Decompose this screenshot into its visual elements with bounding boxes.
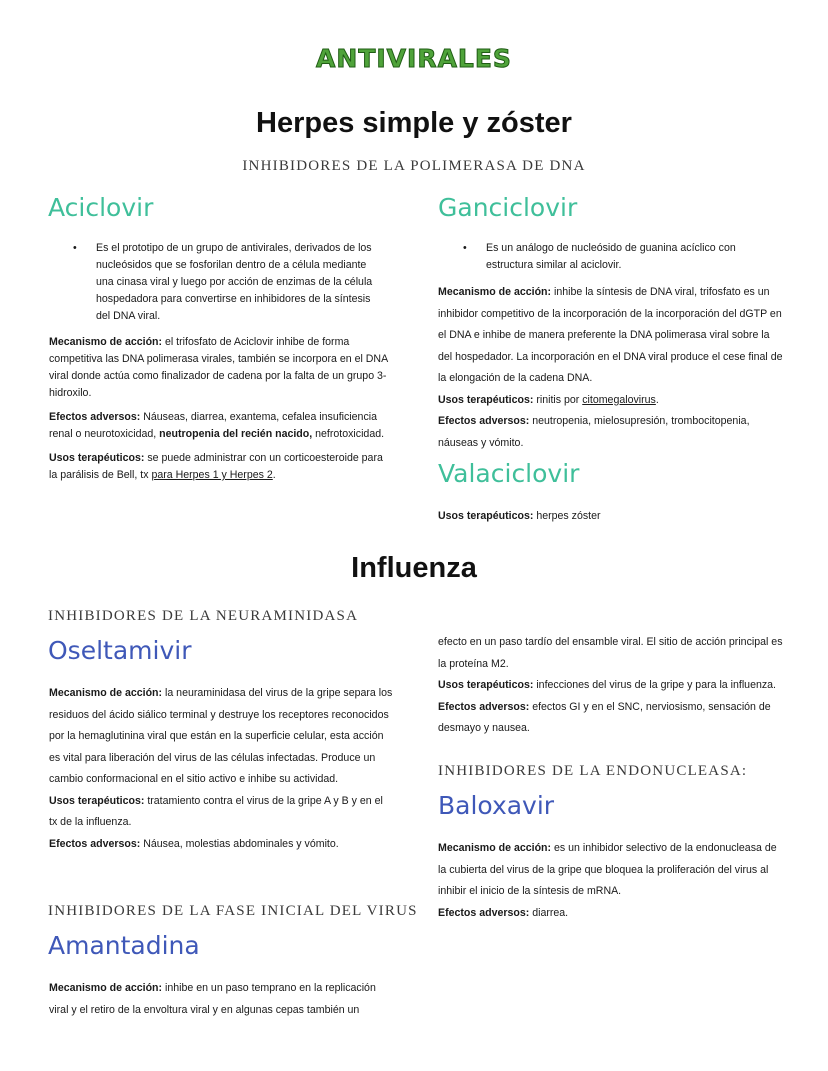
oseltamivir-usos <box>49 791 393 834</box>
influenza-section-title: Influenza <box>351 552 477 584</box>
ganciclovir-heading: Ganciclovir <box>438 193 578 222</box>
usos-label: Usos terapéuticos: <box>49 452 145 464</box>
mecanismo-label: Mecanismo de acción: <box>438 286 552 298</box>
usos-label: Usos terapéuticos: <box>49 794 145 807</box>
document-brand-title: ANTIVIRALES <box>316 44 512 73</box>
aciclovir-bullet-text: Es el prototipo de un grupo de antivirales, derivados de los nucleósidos que se fosforilan dentro de a célula mediante una cinasa viral y luego por acción de enzimas de la célula hospedadora para convertirse en inhibidores de la síntesis del DNA viral. <box>96 242 373 322</box>
efectos-label: Efectos adversos: <box>438 700 530 713</box>
usos-label: Usos terapéuticos: <box>438 510 534 522</box>
herpes-section-title: Herpes simple y zóster <box>256 107 572 139</box>
amantadina-usos <box>438 675 784 697</box>
baloxavir-efectos <box>438 903 784 925</box>
baloxavir-body <box>438 838 784 924</box>
efectos-label: Efectos adversos: <box>438 415 530 427</box>
polimerasa-subtitle: INHIBIDORES DE LA POLIMERASA DE DNA <box>242 158 586 174</box>
efectos-label: Efectos adversos: <box>49 837 141 850</box>
oseltamivir-efectos <box>49 834 393 856</box>
mecanismo-label: Mecanismo de acción: <box>49 687 163 699</box>
ganciclovir-usos <box>438 390 784 412</box>
valaciclovir-usos-text: herpes zóster <box>533 510 601 522</box>
aciclovir-mecanismo <box>49 334 393 402</box>
usos-label: Usos terapéuticos: <box>438 679 534 691</box>
aciclovir-usos-tail: . <box>272 469 276 481</box>
aciclovir-heading: Aciclovir <box>48 193 154 222</box>
valaciclovir-usos <box>438 508 784 525</box>
aciclovir-usos-link[interactable]: para Herpes 1 y Herpes 2 <box>151 469 273 481</box>
amantadina-continuation-text: efecto en un paso tardío del ensamble viral. El sitio de acción principal es la proteína M2. <box>438 636 783 670</box>
ganciclovir-bullet-text: Es un análogo de nucleósido de guanina acíclico con estructura similar al aciclovir. <box>486 242 736 271</box>
baloxavir-efectos-text: diarrea. <box>529 906 569 919</box>
citomegalovirus-link[interactable]: citomegalovirus <box>582 393 656 406</box>
usos-label: Usos terapéuticos: <box>438 393 534 406</box>
fase-inicial-heading: INHIBIDORES DE LA FASE INICIAL DEL VIRUS <box>48 903 418 919</box>
ganciclovir-efectos-text: neutropenia, mielosupresión, trombocitopenia, náuseas y vómito. <box>438 415 750 449</box>
baloxavir-mecanismo-text: es un inhibidor selectivo de la endonucleasa de la cubierta del virus de la gripe que bloquea la proliferación del virus al inhibir el inicio de la síntesis de mRNA. <box>438 842 777 897</box>
aciclovir-efectos-tail: nefrotoxicidad. <box>312 428 385 440</box>
oseltamivir-usos-text: tratamiento contra el virus de la gripe A y B y en el tx de la influenza. <box>49 794 383 828</box>
amantadina-continuation <box>438 632 784 740</box>
amantadina-efectos-text: efectos GI y en el SNC, nerviosismo, sensación de desmayo y nausea. <box>438 700 771 734</box>
oseltamivir-body <box>49 683 393 855</box>
amantadina-mecanismo <box>49 978 393 1021</box>
efectos-label: Efectos adversos: <box>438 906 530 919</box>
ganciclovir-usos-text: rinitis por <box>533 393 583 406</box>
mecanismo-label: Mecanismo de acción: <box>49 982 163 994</box>
amantadina-mecanismo-text: inhibe en un paso temprano en la replicación viral y el retiro de la envoltura viral y en algunas cepas también un <box>49 982 376 1016</box>
oseltamivir-mecanismo-text: la neuraminidasa del virus de la gripe separa los residuos del ácido siálico terminal y destruye los receptores reconocidos por la hemaglutinina viral que están en la superficie celular, esta acción es vital para liberación del virus de las células infectadas. Produce un cambio conformacional en el sitio activo e inhibe su actividad. <box>49 687 393 785</box>
mecanismo-label: Mecanismo de acción: <box>49 336 163 348</box>
bullet-icon: • <box>463 242 467 254</box>
aciclovir-usos <box>49 450 393 484</box>
neuraminidasa-heading: INHIBIDORES DE LA NEURAMINIDASA <box>48 608 359 624</box>
efectos-label: Efectos adversos: <box>49 411 141 423</box>
aciclovir-efectos <box>49 409 393 443</box>
oseltamivir-mecanismo <box>49 683 393 791</box>
ganciclovir-usos-tail: . <box>655 393 659 406</box>
amantadina-efectos <box>438 697 784 740</box>
endonucleasa-heading: INHIBIDORES DE LA ENDONUCLEASA: <box>438 763 748 779</box>
aciclovir-body <box>49 334 393 491</box>
ganciclovir-mecanismo-text: inhibe la síntesis de DNA viral, trifosfato es un inhibidor competitivo de la incorporación de la incorporación del dGTP en el DNA e inhibe de manera preferente la DNA polimerasa viral sobre la del hospedador. La incorporación en el DNA viral produce el cese final de la elongación de la cadena DNA. <box>438 286 783 384</box>
valaciclovir-heading: Valaciclovir <box>438 459 580 488</box>
amantadina-usos-text: infecciones del virus de la gripe y para la influenza. <box>533 679 776 691</box>
mecanismo-label: Mecanismo de acción: <box>438 842 552 854</box>
aciclovir-usos-text: se puede administrar con un corticoesteroide para la parálisis de Bell, tx <box>49 452 383 481</box>
aciclovir-efectos-text: Náuseas, diarrea, exantema, cefalea insuficiencia renal o neurotoxicidad, <box>49 411 377 440</box>
ganciclovir-efectos <box>438 411 784 454</box>
bullet-icon: • <box>73 242 77 254</box>
ganciclovir-mecanismo <box>438 282 784 390</box>
baloxavir-mecanismo <box>438 838 784 903</box>
aciclovir-mecanismo-text: el trifosfato de Aciclovir inhibe de forma competitiva las DNA polimerasa virales, también se incorpora en el DNA viral donde actúa como finalizador de cadena por la falta de un grupo 3-hidroxilo. <box>49 336 388 399</box>
baloxavir-heading: Baloxavir <box>438 791 555 820</box>
oseltamivir-heading: Oseltamivir <box>48 636 192 665</box>
oseltamivir-efectos-text: Náusea, molestias abdominales y vómito. <box>140 837 339 850</box>
aciclovir-efectos-emphasis: neutropenia del recién nacido, <box>159 428 313 440</box>
amantadina-heading: Amantadina <box>48 931 200 960</box>
ganciclovir-body <box>438 282 784 454</box>
